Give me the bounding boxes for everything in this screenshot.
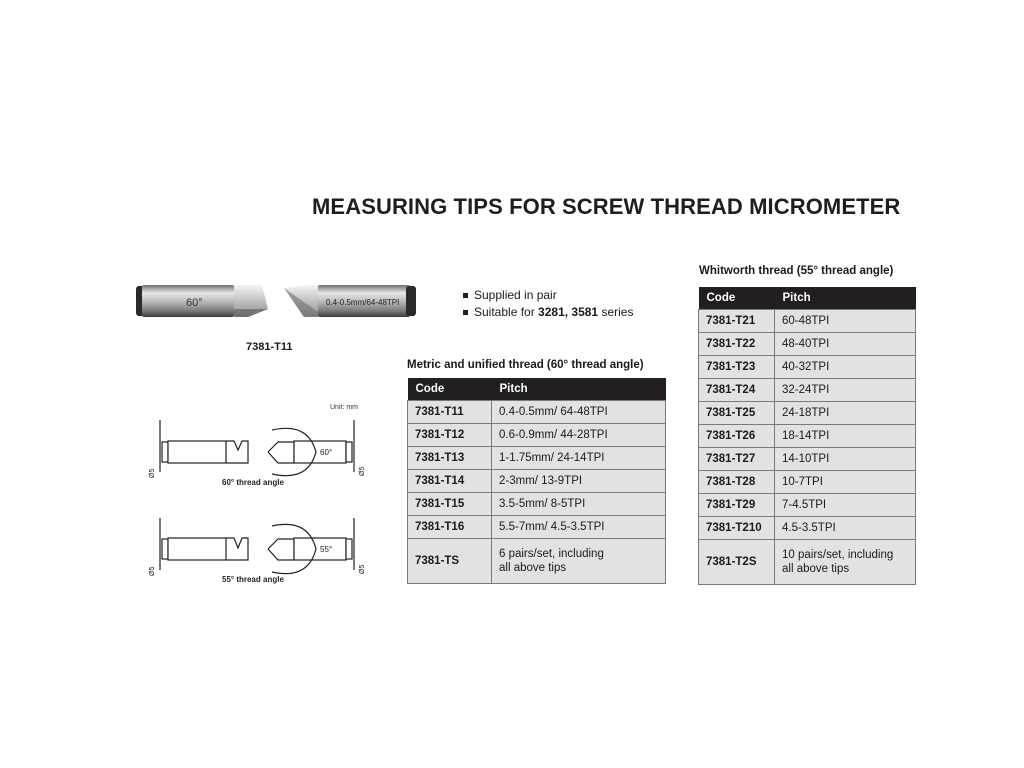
pitch-cell: 0.4-0.5mm/ 64-48TPI [492, 401, 666, 424]
table-row [699, 356, 916, 379]
pitch-cell: 10-7TPI [775, 471, 916, 494]
pitch-cell: 7-4.5TPI [775, 494, 916, 517]
table-row [699, 379, 916, 402]
technical-drawing [148, 400, 378, 600]
page-title: MEASURING TIPS FOR SCREW THREAD MICROMETER [312, 194, 901, 219]
lower-angle-caption: 55° thread angle [222, 575, 284, 584]
code-cell: 7381-T28 [699, 471, 775, 494]
table-row [699, 425, 916, 448]
table-row [408, 447, 666, 470]
set-description-cell: 10 pairs/set, including all above tips [775, 540, 916, 585]
pitch-cell: 4.5-3.5TPI [775, 517, 916, 540]
code-cell: 7381-T22 [699, 333, 775, 356]
code-cell: 7381-T12 [408, 424, 492, 447]
right-tip-engraving: 0.4-0.5mm/64-48TPI [326, 298, 400, 307]
code-cell: 7381-T210 [699, 517, 775, 540]
table-row [699, 471, 916, 494]
upper-dia-right: Ø5 [359, 466, 366, 476]
code-cell: 7381-T29 [699, 494, 775, 517]
set-code-cell: 7381-TS [408, 539, 492, 584]
table-row [408, 401, 666, 424]
upper-angle-caption: 60° thread angle [222, 478, 284, 487]
pitch-cell: 48-40TPI [775, 333, 916, 356]
table-row [408, 516, 666, 539]
pitch-column-header: Pitch [492, 378, 666, 401]
code-cell: 7381-T24 [699, 379, 775, 402]
lower-angle-label: 55° [320, 545, 333, 554]
set-description-cell: 6 pairs/set, including all above tips [492, 539, 666, 584]
table-header-row [699, 287, 916, 310]
code-cell: 7381-T21 [699, 310, 775, 333]
code-cell: 7381-T27 [699, 448, 775, 471]
pitch-cell: 14-10TPI [775, 448, 916, 471]
code-column-header: Code [408, 378, 492, 401]
code-cell: 7381-T13 [408, 447, 492, 470]
code-cell: 7381-T26 [699, 425, 775, 448]
pitch-cell: 5.5-7mm/ 4.5-3.5TPI [492, 516, 666, 539]
upper-angle-label: 60° [320, 448, 333, 457]
pitch-cell: 40-32TPI [775, 356, 916, 379]
table-row [699, 494, 916, 517]
table-row [699, 517, 916, 540]
pitch-cell: 0.6-0.9mm/ 44-28TPI [492, 424, 666, 447]
table-row [699, 333, 916, 356]
table-row [408, 424, 666, 447]
set-code-cell: 7381-T2S [699, 540, 775, 585]
feature-item: Supplied in pair [462, 287, 633, 304]
pitch-cell: 3.5-5mm/ 8-5TPI [492, 493, 666, 516]
measuring-tips-photo [128, 276, 424, 326]
code-cell: 7381-T16 [408, 516, 492, 539]
compatible-models: 3281, 3581 [538, 305, 599, 319]
photo-caption: 7381-T11 [246, 341, 293, 353]
code-column-header: Code [699, 287, 775, 310]
left-tip-engraving: 60° [186, 297, 203, 309]
upper-dia-left: Ø5 [149, 468, 156, 478]
unit-label: Unit: mm [330, 404, 358, 411]
table-row-set [699, 540, 916, 585]
code-cell: 7381-T11 [408, 401, 492, 424]
lower-dia-right: Ø5 [359, 564, 366, 574]
feature-item: Suitable for 3281, 3581 series [462, 304, 633, 321]
table-row [408, 470, 666, 493]
table-row [699, 310, 916, 333]
pitch-cell: 32-24TPI [775, 379, 916, 402]
lower-dia-left: Ø5 [149, 566, 156, 576]
table-row [699, 402, 916, 425]
whitworth-table [698, 287, 916, 585]
pitch-cell: 1-1.75mm/ 24-14TPI [492, 447, 666, 470]
code-cell: 7381-T23 [699, 356, 775, 379]
metric-table [407, 378, 666, 584]
table-row [699, 448, 916, 471]
code-cell: 7381-T15 [408, 493, 492, 516]
table-row-set [408, 539, 666, 584]
table-header-row [408, 378, 666, 401]
pitch-cell: 24-18TPI [775, 402, 916, 425]
pitch-cell: 60-48TPI [775, 310, 916, 333]
metric-table-caption: Metric and unified thread (60° thread angle) [407, 359, 644, 371]
code-cell: 7381-T14 [408, 470, 492, 493]
code-cell: 7381-T25 [699, 402, 775, 425]
feature-list [462, 287, 633, 321]
whitworth-table-caption: Whitworth thread (55° thread angle) [699, 265, 894, 277]
pitch-column-header: Pitch [775, 287, 916, 310]
table-row [408, 493, 666, 516]
pitch-cell: 2-3mm/ 13-9TPI [492, 470, 666, 493]
pitch-cell: 18-14TPI [775, 425, 916, 448]
